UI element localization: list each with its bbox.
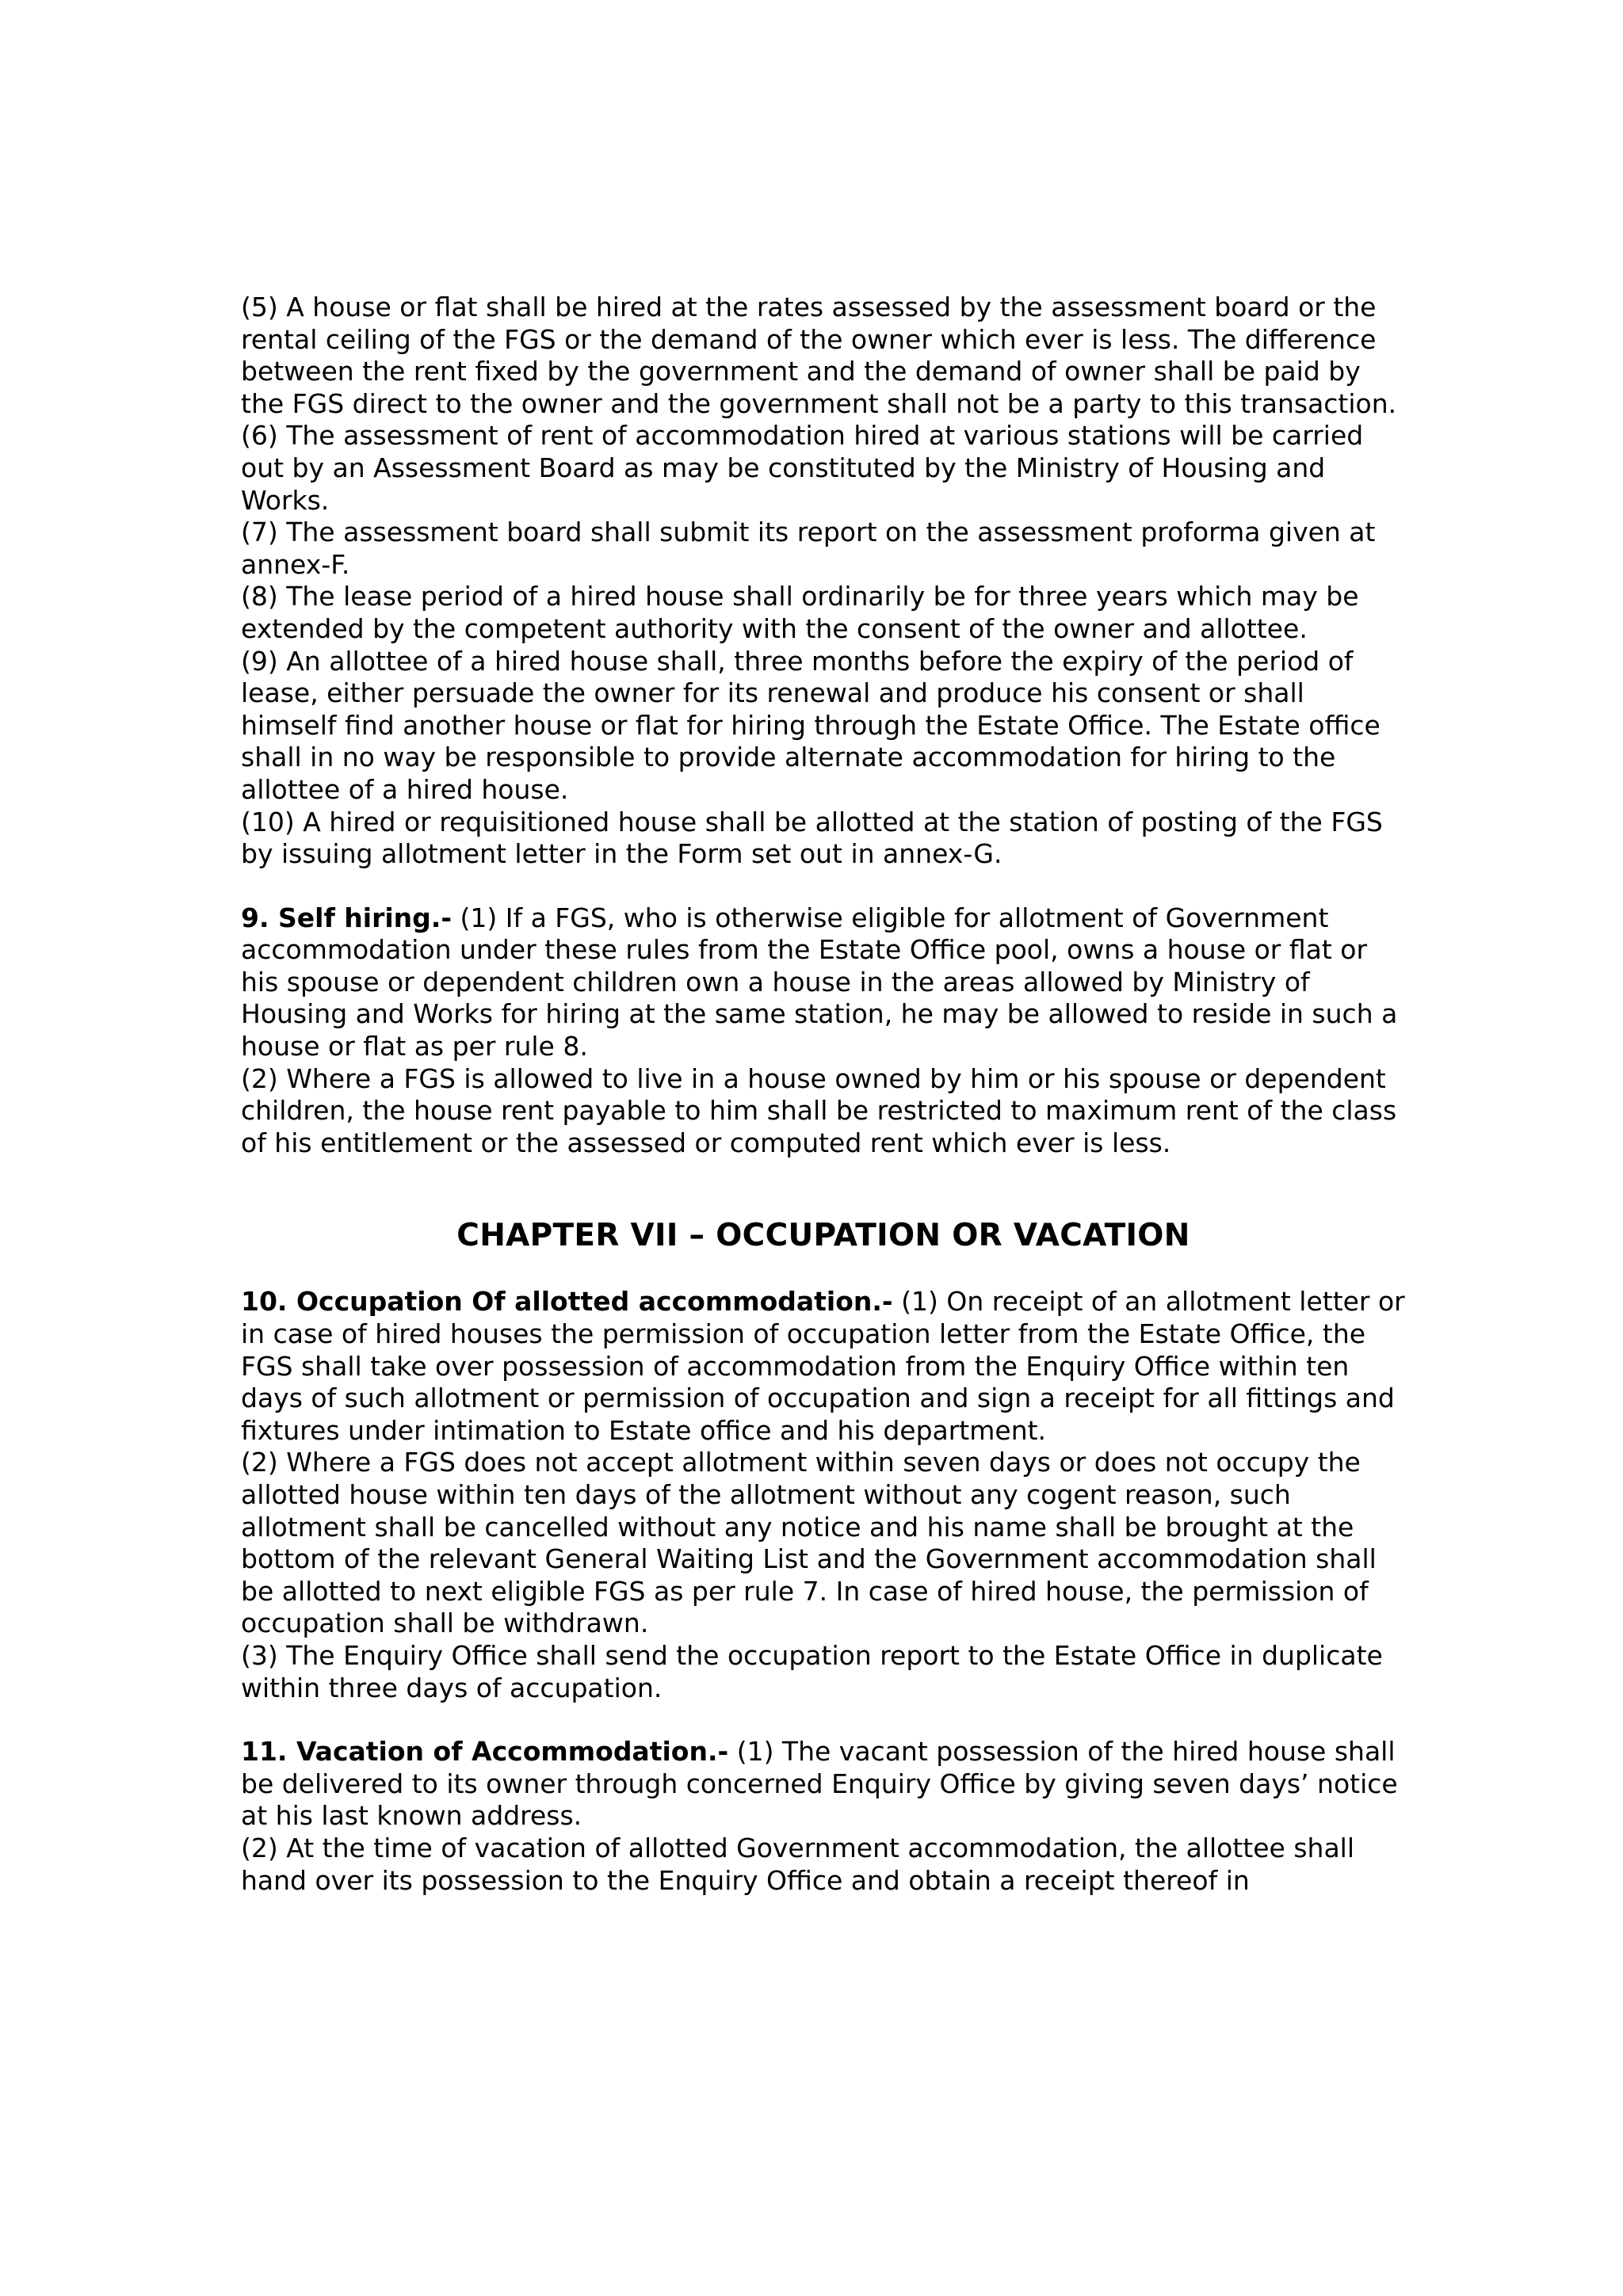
rule-9-heading: 9. Self hiring.- (241, 902, 453, 933)
paragraph-8-9: (9) An allottee of a hired house shall, three months before the expiry of the period of lease, either persuade the owner for its renewal and produce his consent or shall himself find another house or flat for hiring through the Estate Office. The Estate office shall in no way be responsible to provide alternate accommodation for hiring to the allottee of a hired house. (241, 645, 1381, 805)
rule-10-heading: 10. Occupation Of allotted accommodation.- (241, 1286, 893, 1318)
document-body (241, 292, 1406, 1897)
rule-9-text-1: (1) If a FGS, who is otherwise eligible for allotment of Government accommodation under these rules from the Estate Office pool, owns a house or flat or his spouse or dependent children own a house in the areas allowed by Ministry of Housing and Works for hiring at the same station, he may be allowed to reside in such a house or flat as per rule 8. (241, 902, 1398, 1062)
paragraph-8-10: (10) A hired or requisitioned house shall be allotted at the station of posting of the FGS by issuing allotment letter in the Form set out in annex-G. (241, 806, 1383, 870)
spacer (241, 1704, 1406, 1736)
rule-9-paragraph-1 (241, 902, 1406, 1063)
paragraph-8-6: (6) The assessment of rent of accommodation hired at various stations will be carried out by an Assessment Board as may be constituted by the Ministry of Housing and Works. (241, 420, 1364, 516)
rule-11-paragraph-1 (241, 1736, 1406, 1833)
rule-11-paragraph-2: (2) At the time of vacation of allotted Government accommodation, the allottee shall hand over its possession to the Enquiry Office and obtain a receipt thereof in (241, 1832, 1354, 1896)
paragraph-8-7: (7) The assessment board shall submit its report on the assessment proforma given at annex-F. (241, 517, 1376, 580)
rule-10-paragraph-2: (2) Where a FGS does not accept allotment within seven days or does not occupy the allotted house within ten days of the allotment without any cogent reason, such allotment shall be cancelled without any notice and his name shall be brought at the bottom of the relevant General Waiting List and the Government accommodation shall be allotted to next eligible FGS as per rule 7. In case of hired house, the permission of occupation shall be withdrawn. (241, 1447, 1377, 1639)
paragraph-8-5: (5) A house or flat shall be hired at the rates assessed by the assessment board or the rental ceiling of the FGS or the demand of the owner which ever is less. The difference between the rent fixed by the government and the demand of owner shall be paid by the FGS direct to the owner and the government shall not be a party to this transaction. (241, 292, 1397, 419)
spacer (241, 1159, 1406, 1215)
rule-11-text-1: (1) The vacant possession of the hired house shall be delivered to its owner through concerned Enquiry Office by giving seven days’ notice at his last known address. (241, 1736, 1398, 1832)
spacer (241, 871, 1406, 902)
chapter-title: CHAPTER VII – OCCUPATION OR VACATION (456, 1218, 1190, 1254)
rule-10-paragraph-1 (241, 1286, 1406, 1447)
rule-9-paragraph-2: (2) Where a FGS is allowed to live in a house owned by him or his spouse or dependent children, the house rent payable to him shall be restricted to maximum rent of the class of his entitlement or the assessed or computed rent which ever is less. (241, 1062, 1397, 1158)
rule-11-heading: 11. Vacation of Accommodation.- (241, 1736, 729, 1768)
spacer (241, 1257, 1406, 1286)
rule-10-text-1: (1) On receipt of an allotment letter or in case of hired houses the permission of occupation letter from the Estate Office, the FGS shall take over possession of accommodation from the Enquiry Office within ten days of such allotment or permission of occupation and sign a receipt for all fittings and fixtures under intimation to Estate office and his department. (241, 1286, 1405, 1446)
rule-10-paragraph-3: (3) The Enquiry Office shall send the occupation report to the Estate Office in duplicate within three days of accupation. (241, 1639, 1383, 1703)
paragraph-8-8: (8) The lease period of a hired house shall ordinarily be for three years which may be extended by the competent authority with the consent of the owner and allottee. (241, 581, 1359, 644)
